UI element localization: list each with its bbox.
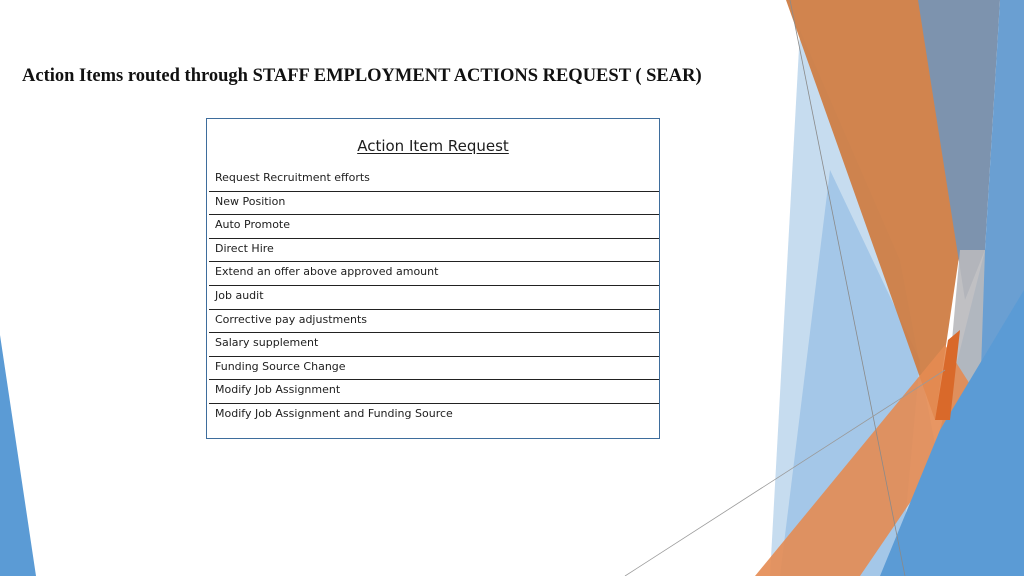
table-row: Corrective pay adjustments	[209, 310, 659, 334]
slide-title: Action Items routed through STAFF EMPLOYMENT ACTIONS REQUEST ( SEAR)	[22, 66, 702, 86]
left-blue-triangle	[0, 335, 36, 576]
slate-band	[918, 0, 1000, 300]
table-row: Funding Source Change	[209, 357, 659, 381]
table-heading-text: Action Item Request	[357, 137, 509, 155]
table-row: Modify Job Assignment and Funding Source	[215, 406, 453, 420]
table-row: Modify Job Assignment	[209, 380, 659, 404]
blue-shape-mid	[780, 170, 920, 576]
table-row: Direct Hire	[209, 239, 659, 263]
table-row: Request Recruitment efforts	[209, 168, 659, 192]
orange-accent	[935, 330, 960, 420]
table-heading	[207, 137, 659, 155]
table-row: Extend an offer above approved amount	[209, 262, 659, 286]
orange-band	[786, 0, 960, 420]
table-row: Auto Promote	[209, 215, 659, 239]
orange-lower	[755, 345, 980, 576]
table-rows	[209, 168, 659, 428]
table-row: New Position	[209, 192, 659, 216]
thin-line-1	[790, 0, 905, 576]
table-row: Salary supplement	[209, 333, 659, 357]
table-row: Job audit	[209, 286, 659, 310]
blue-lower-right	[880, 290, 1024, 576]
blue-right-band	[940, 0, 1024, 430]
light-blue-shape	[770, 30, 960, 576]
action-item-table	[206, 118, 660, 439]
grey-sliver	[945, 250, 985, 420]
thin-line-2	[625, 370, 945, 576]
